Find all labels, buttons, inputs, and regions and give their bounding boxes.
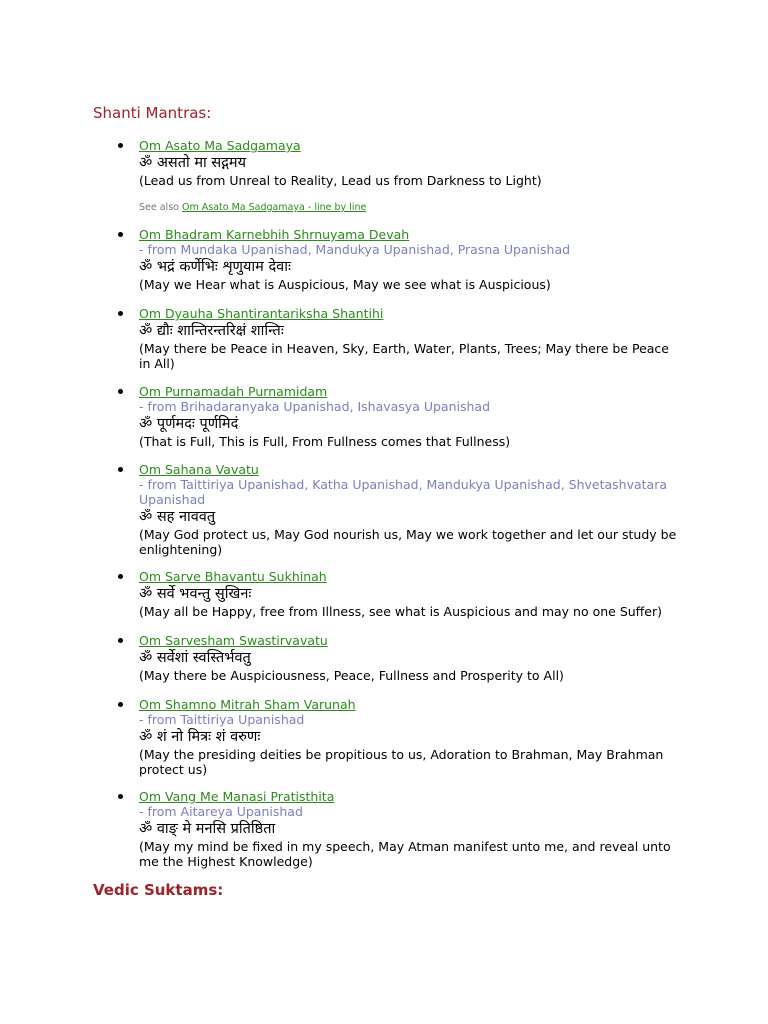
- sanskrit-text: ॐ वाङ् मे मनसि प्रतिष्ठिता: [139, 821, 276, 837]
- list-item: [139, 306, 684, 371]
- list-item: [139, 697, 684, 777]
- section-heading-vedic-suktams: Vedic Suktams:: [93, 881, 224, 899]
- section-heading-shanti-mantras: Shanti Mantras:: [93, 104, 212, 122]
- mantra-source: - from Brihadaranyaka Upanishad, Ishavasya Upanishad: [139, 399, 491, 414]
- list-item: [139, 384, 684, 449]
- sanskrit-text: ॐ पूर्णमदः पूर्णमिदं: [139, 416, 239, 432]
- mantra-meaning: (May the presiding deities be propitious to us, Adoration to Brahman, May Brahman protect us): [139, 747, 664, 777]
- mantra-meaning: (May my mind be fixed in my speech, May Atman manifest unto me, and reveal unto me the Highest Knowledge): [139, 839, 671, 869]
- bullet-icon: [118, 638, 123, 643]
- mantra-title-link[interactable]: Om Sahana Vavatu: [139, 462, 259, 477]
- sanskrit-text: ॐ द्यौः शान्तिरन्तरिक्षं शान्तिः: [139, 323, 284, 339]
- mantra-title-link[interactable]: Om Shamno Mitrah Sham Varunah: [139, 697, 356, 712]
- mantra-title-link[interactable]: Om Dyauha Shantirantariksha Shantihi: [139, 306, 384, 321]
- list-item: [139, 569, 684, 619]
- mantra-title-link[interactable]: Om Sarvesham Swastirvavatu: [139, 633, 328, 648]
- mantra-meaning: (May there be Auspiciousness, Peace, Fullness and Prosperity to All): [139, 668, 564, 683]
- sanskrit-text: ॐ सर्वेशां स्वस्तिर्भवतु: [139, 650, 251, 666]
- bullet-icon: [118, 467, 123, 472]
- bullet-icon: [118, 794, 123, 799]
- see-also-line: [139, 200, 684, 215]
- bullet-icon: [118, 143, 123, 148]
- see-also-prefix: See also: [139, 202, 179, 213]
- bullet-icon: [118, 232, 123, 237]
- list-item: [139, 138, 684, 215]
- mantra-meaning: (May all be Happy, free from Illness, see what is Auspicious and may no one Suffer): [139, 604, 662, 619]
- mantra-source: - from Taittiriya Upanishad: [139, 712, 305, 727]
- sanskrit-text: ॐ असतो मा सद्गमय: [139, 155, 246, 171]
- mantra-title-link[interactable]: Om Bhadram Karnebhih Shrnuyama Devah: [139, 227, 410, 242]
- list-item: [139, 227, 684, 292]
- bullet-icon: [118, 702, 123, 707]
- see-also-link[interactable]: Om Asato Ma Sadgamaya - line by line: [182, 202, 367, 213]
- mantra-title-link[interactable]: Om Purnamadah Purnamidam: [139, 384, 328, 399]
- list-item: [139, 633, 684, 683]
- mantra-title-link[interactable]: Om Sarve Bhavantu Sukhinah: [139, 569, 327, 584]
- sanskrit-text: ॐ सह नाववतु: [139, 509, 216, 525]
- sanskrit-text: ॐ भद्रं कर्णेभिः शृणुयाम देवाः: [139, 259, 291, 275]
- sanskrit-text: ॐ सर्वे भवन्तु सुखिनः: [139, 586, 252, 602]
- mantra-title-link[interactable]: Om Asato Ma Sadgamaya: [139, 138, 301, 153]
- mantra-meaning: (May God protect us, May God nourish us, May we work together and let our study be enlightening): [139, 527, 677, 557]
- bullet-icon: [118, 389, 123, 394]
- mantra-source: - from Aitareya Upanishad: [139, 804, 303, 819]
- bullet-icon: [118, 574, 123, 579]
- mantra-source: - from Mundaka Upanishad, Mandukya Upanishad, Prasna Upanishad: [139, 242, 571, 257]
- mantra-meaning: (May we Hear what is Auspicious, May we see what is Auspicious): [139, 277, 551, 292]
- bullet-icon: [118, 311, 123, 316]
- sanskrit-text: ॐ शं नो मित्रः शं वरुणः: [139, 729, 261, 745]
- mantra-meaning: (That is Full, This is Full, From Fullness comes that Fullness): [139, 434, 511, 449]
- mantra-meaning: (May there be Peace in Heaven, Sky, Earth, Water, Plants, Trees; May there be Peace in All): [139, 341, 669, 371]
- list-item: [139, 462, 684, 557]
- mantra-source: - from Taittiriya Upanishad, Katha Upanishad, Mandukya Upanishad, Shvetashvatara Upanishad: [139, 477, 668, 507]
- mantra-title-link[interactable]: Om Vang Me Manasi Pratisthita: [139, 789, 335, 804]
- mantra-meaning: (Lead us from Unreal to Reality, Lead us from Darkness to Light): [139, 173, 542, 188]
- list-item: [139, 789, 684, 869]
